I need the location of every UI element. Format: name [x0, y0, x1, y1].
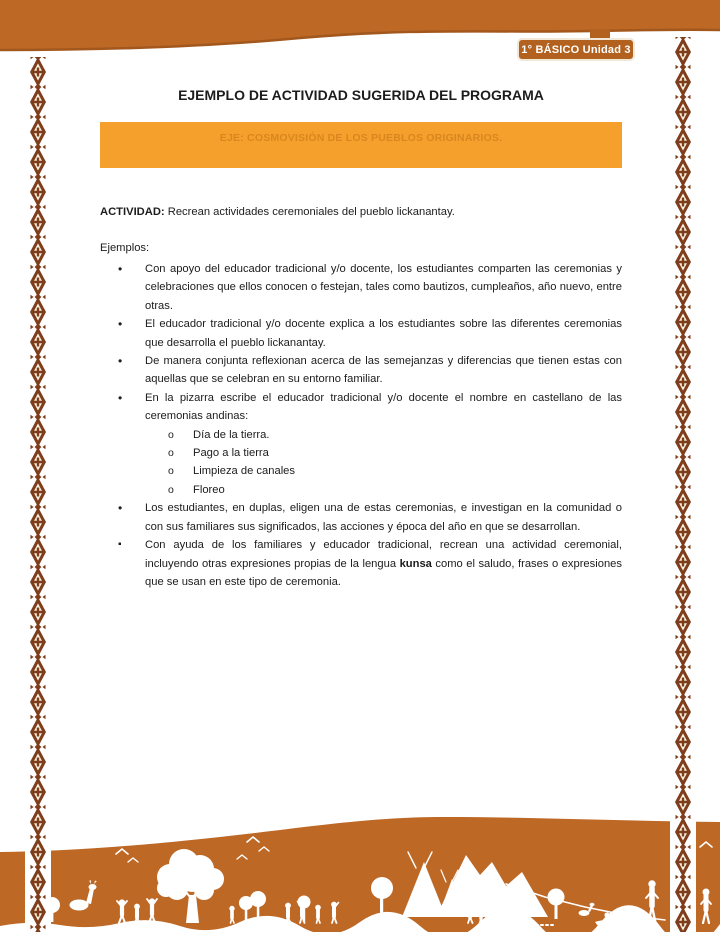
sub-bullet-text: Día de la tierra.: [193, 428, 270, 441]
list-item: [100, 389, 622, 499]
activity-label: ACTIVIDAD:: [100, 206, 165, 218]
activity-text: Recrean actividades ceremoniales del pueblo lickanantay.: [164, 206, 455, 218]
bullet-marker: •: [118, 501, 123, 516]
bullet-text: En la pizarra escribe el educador tradicional y/o docente el nombre en castellano de las ceremonias andinas:: [145, 391, 622, 423]
document-content: [100, 0, 622, 932]
sub-list-item: [145, 462, 622, 480]
left-andean-border: [25, 57, 51, 932]
bullet-marker: •: [118, 317, 123, 332]
bullet-text: El educador tradicional y/o docente explica a los estudiantes sobre las diferentes ceremonias que desarrolla el pueblo lickanantay.: [145, 318, 622, 349]
bullet-text: Los estudiantes, en duplas, eligen una de estas ceremonias, e investigan en la comunidad o con sus familiares sus significados, las acciones y época del año en que se desarrollan.: [145, 502, 622, 533]
right-andean-border: [670, 37, 696, 932]
sub-list-item: [145, 426, 622, 444]
bullet-marker: •: [118, 390, 123, 405]
sub-bullet-marker: o: [168, 465, 174, 478]
sub-bullet-marker: o: [168, 447, 174, 460]
activity-line: [100, 206, 622, 218]
andean-pattern-icon: [30, 57, 46, 932]
list-item: [100, 260, 622, 315]
sub-list-item: [145, 481, 622, 499]
eje-banner: EJE: COSMOVISIÓN DE LOS PUEBLOS ORIGINARIOS.: [100, 122, 622, 168]
examples-heading: Ejemplos:: [100, 242, 150, 254]
bullet-text: Con apoyo del educador tradicional y/o docente, los estudiantes comparten las ceremonias y celebraciones que ellos conocen o festejan, tales como bautizos, cumpleaños, año nuevo, entre otras.: [145, 263, 622, 312]
sub-list: [145, 426, 622, 500]
sub-bullet-text: Limpieza de canales: [193, 465, 295, 478]
bullet-marker: •: [118, 262, 123, 276]
examples-list: [100, 260, 622, 591]
sub-list-item: [145, 444, 622, 462]
list-item: [100, 499, 622, 536]
sub-bullet-text: Pago a la tierra: [193, 447, 269, 460]
andean-pattern-icon: [675, 37, 691, 932]
list-item: [100, 315, 622, 352]
bullet-text: De manera conjunta reflexionan acerca de las semejanzas y diferencias que tienen estas con aquellas que se celebran en su entorno familiar.: [145, 355, 622, 386]
sub-bullet-text: Floreo: [193, 483, 225, 496]
bullet-text: Con ayuda de los familiares y educador tradicional, recrean una actividad ceremonial, incluyendo otras expresiones propias de la lengua kunsa como el saludo, frases o expresiones que se usan en este tipo de ceremonia.: [145, 539, 622, 588]
page-title: EJEMPLO DE ACTIVIDAD SUGERIDA DEL PROGRAMA: [178, 87, 544, 103]
bullet-marker: ▪: [118, 539, 122, 551]
sub-bullet-marker: o: [168, 428, 174, 441]
list-item: [100, 352, 622, 389]
bullet-marker: •: [118, 354, 123, 369]
sub-bullet-marker: o: [168, 483, 174, 496]
unit-badge: 1° BÁSICO Unidad 3: [517, 38, 635, 61]
list-item: [100, 536, 622, 591]
